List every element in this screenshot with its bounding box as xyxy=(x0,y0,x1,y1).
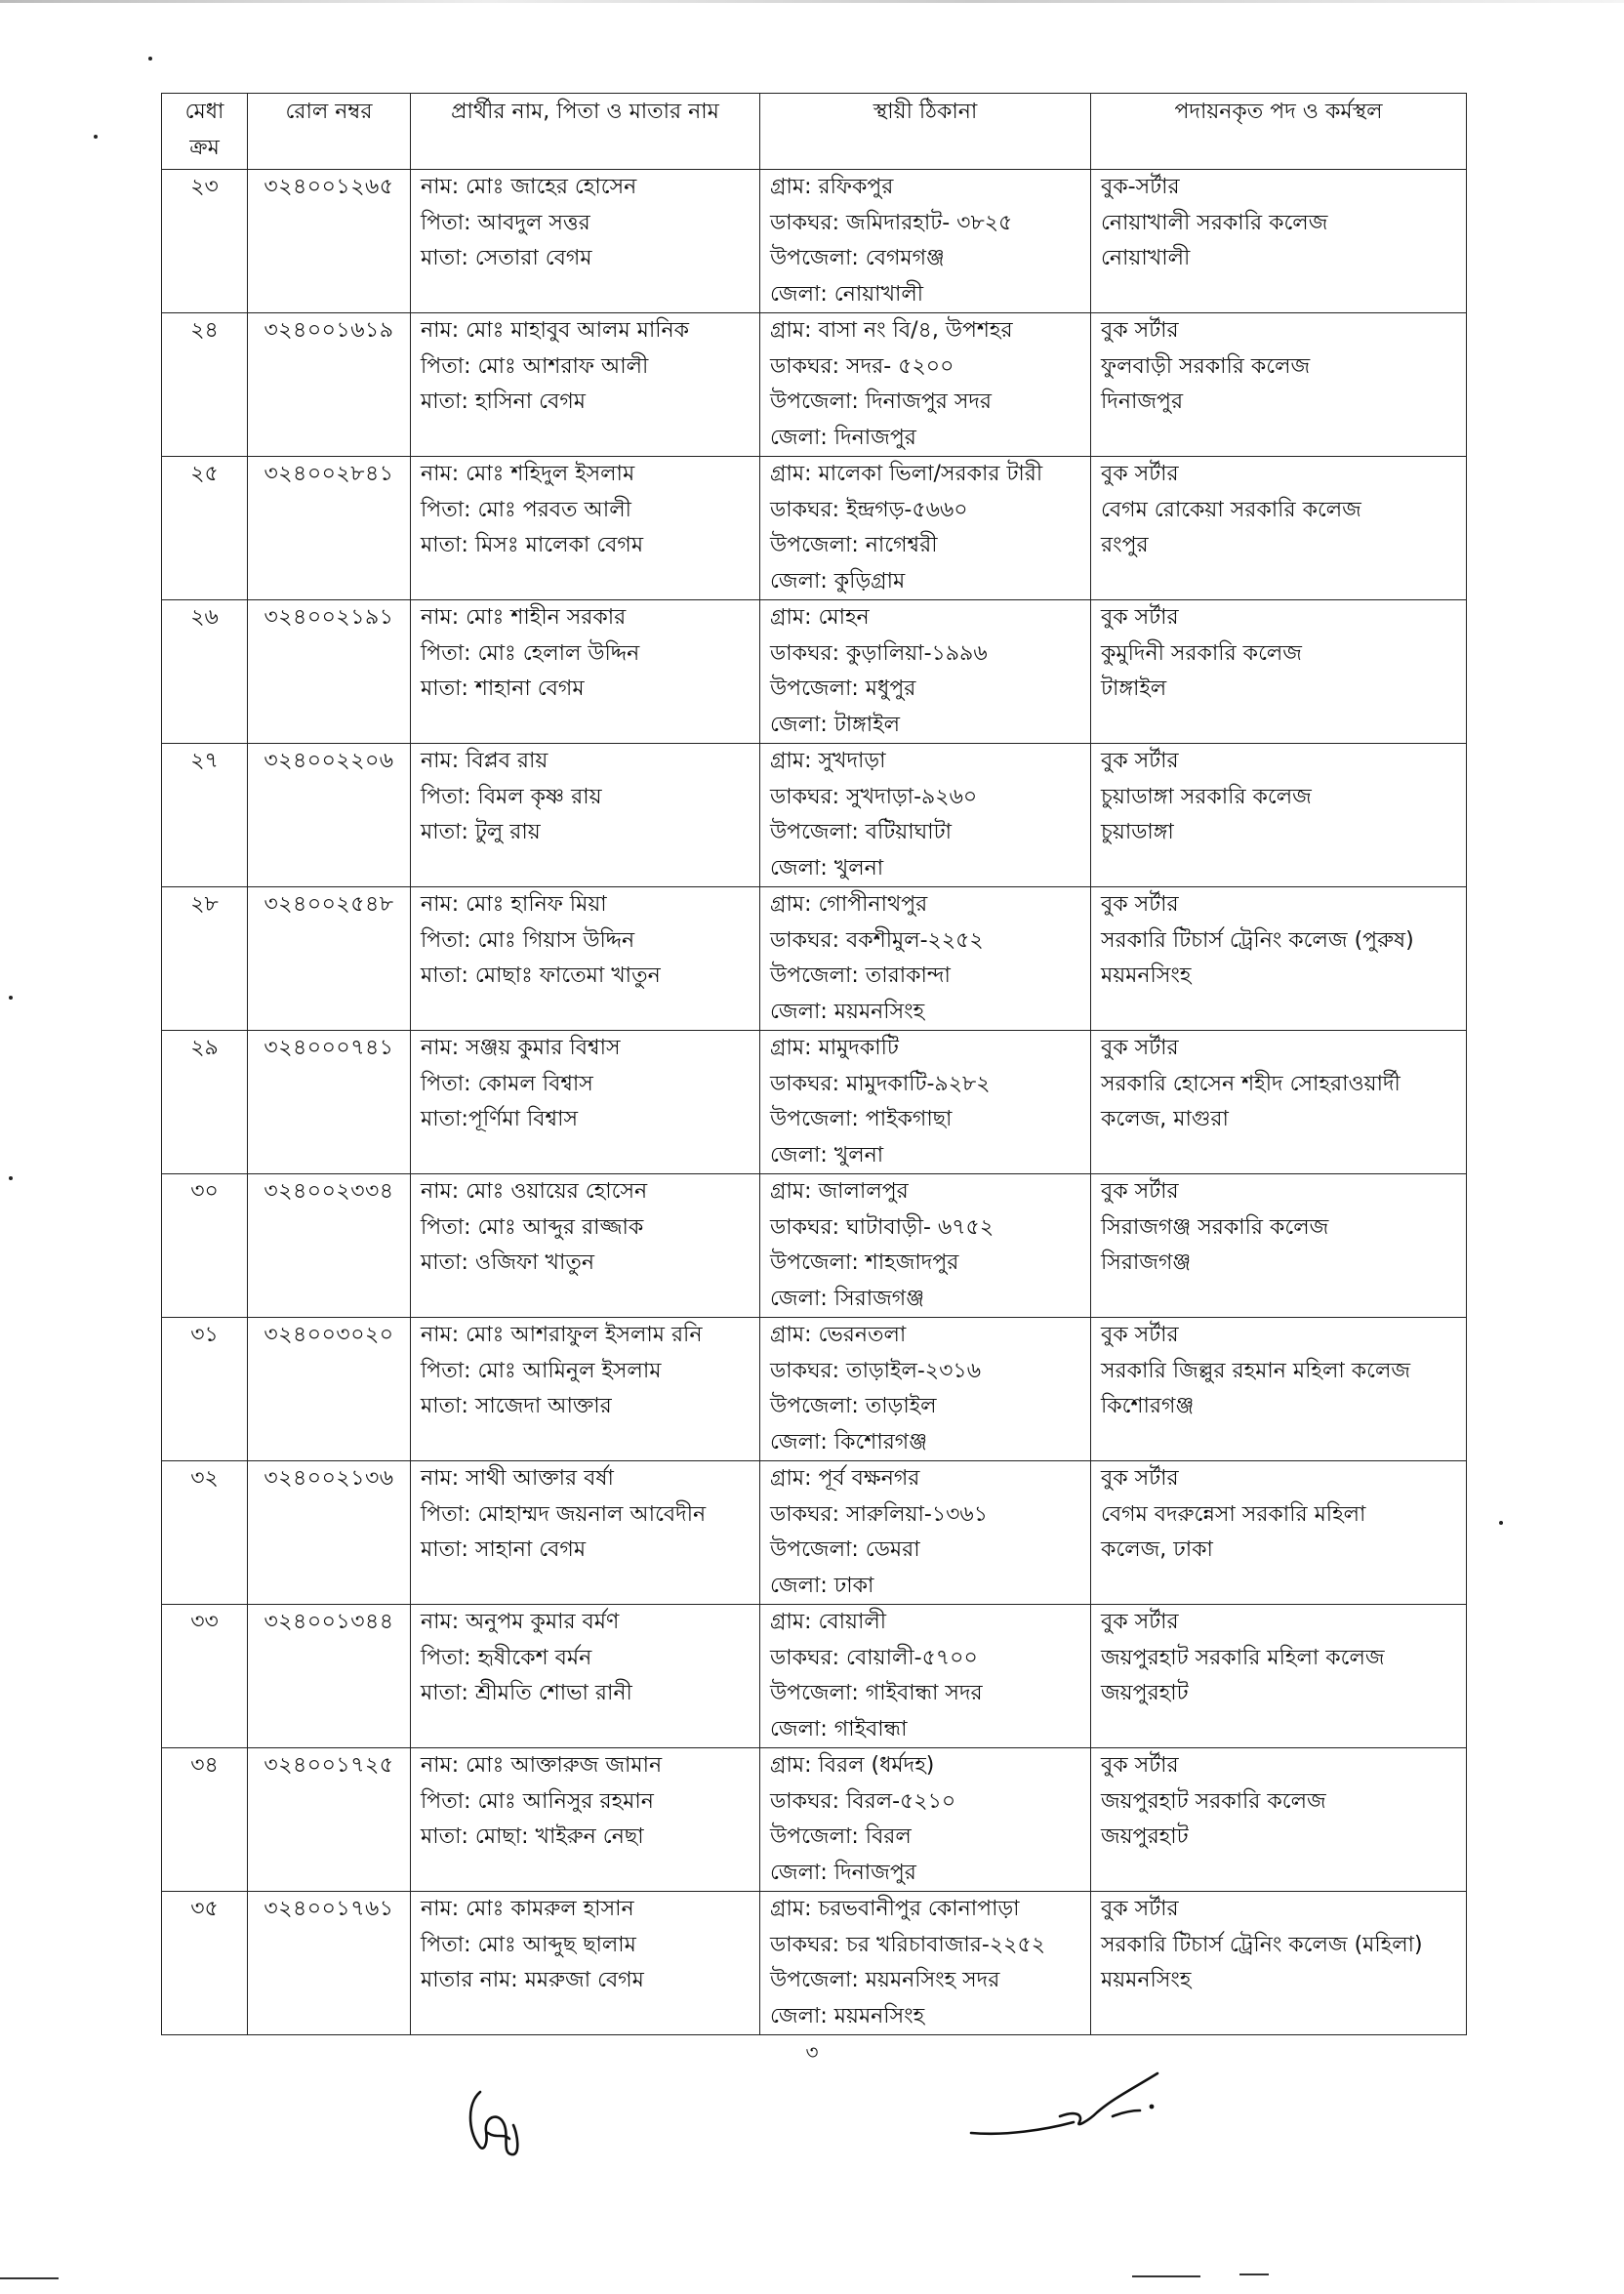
posting-line: জয়পুরহাট xyxy=(1101,1824,1189,1849)
header-posting xyxy=(1091,94,1467,170)
table-header-row xyxy=(162,94,1467,170)
posting-cell xyxy=(1091,887,1467,1031)
scan-edge xyxy=(0,0,1624,3)
header-roll-number xyxy=(248,94,411,170)
address-line: জেলা: টাঙ্গাইল xyxy=(770,712,900,737)
signature-left xyxy=(459,2074,547,2172)
address-line: উপজেলা: ময়মনসিংহ সদর xyxy=(770,1968,1000,1992)
roll-number: ৩২৪০০০৭৪১ xyxy=(264,1036,394,1060)
table-row xyxy=(162,170,1467,313)
roll-number: ৩২৪০০২১৯১ xyxy=(264,605,394,630)
merit-rank-cell xyxy=(162,1031,248,1174)
roll-number: ৩২৪০০১৭২৫ xyxy=(264,1753,394,1778)
posting-line: সিরাজগঞ্জ xyxy=(1101,1250,1192,1275)
address-cell xyxy=(760,600,1091,744)
scan-speck xyxy=(94,135,98,139)
posting-cell xyxy=(1091,1892,1467,2035)
posting-line: নোয়াখালী সরকারি কলেজ xyxy=(1101,210,1328,235)
address-line: গ্রাম: পূর্ব বক্ষনগর xyxy=(770,1466,920,1491)
name-line: মাতা: সেতারা বেগম xyxy=(421,246,592,270)
address-line: জেলা: কিশোরগঞ্জ xyxy=(770,1429,928,1454)
scan-speck xyxy=(1499,1521,1503,1525)
scan-speck xyxy=(9,996,13,1000)
address-line: গ্রাম: রফিকপুর xyxy=(770,175,894,199)
address-line: গ্রাম: মামুদকাটি xyxy=(770,1036,899,1060)
posting-line: বুক সর্টার xyxy=(1101,1179,1179,1204)
address-line: ডাকঘর: সদর- ৫২০০ xyxy=(770,353,954,379)
address-line: জেলা: খুলনা xyxy=(770,855,884,881)
address-line: জেলা: দিনাজপুর xyxy=(770,1860,916,1885)
candidate-names-cell xyxy=(411,170,760,313)
table-row xyxy=(162,600,1467,744)
header-merit-rank xyxy=(162,94,248,170)
address-line: ডাকঘর: বোয়ালী-৫৭০০ xyxy=(770,1645,978,1670)
roll-number-cell xyxy=(248,457,411,600)
header-text: স্থায়ী ঠিকানা xyxy=(873,100,978,124)
posting-line: কলেজ, মাগুরা xyxy=(1101,1107,1229,1131)
name-line: পিতা: মোঃ আনিসুর রহমান xyxy=(421,1788,654,1814)
address-cell xyxy=(760,1031,1091,1174)
posting-line: কলেজ, ঢাকা xyxy=(1101,1537,1213,1562)
roll-number-cell xyxy=(248,887,411,1031)
address-line: উপজেলা: ডেমরা xyxy=(770,1537,920,1562)
posting-line: সরকারি টিচার্স ট্রেনিং কলেজ (পুরুষ) xyxy=(1101,927,1414,953)
merit-rank: ৩৩ xyxy=(190,1610,219,1634)
roll-number: ৩২৪০০২৮৪১ xyxy=(264,462,394,486)
candidate-names-cell xyxy=(411,1605,760,1748)
address-cell xyxy=(760,887,1091,1031)
roll-number-cell xyxy=(248,1748,411,1892)
posting-cell xyxy=(1091,1318,1467,1461)
roll-number-cell xyxy=(248,1031,411,1174)
name-line: মাতা:পূর্ণিমা বিশ্বাস xyxy=(421,1107,579,1131)
header-text: মেধা xyxy=(184,100,224,124)
posting-cell xyxy=(1091,744,1467,887)
posting-line: কিশোরগঞ্জ xyxy=(1101,1394,1195,1418)
address-cell xyxy=(760,1318,1091,1461)
posting-line: সিরাজগঞ্জ সরকারি কলেজ xyxy=(1101,1214,1329,1240)
name-line: নাম: মোঃ শহিদুল ইসলাম xyxy=(421,462,635,486)
name-line: নাম: সাথী আক্তার বর্ষা xyxy=(421,1466,614,1491)
address-line: উপজেলা: দিনাজপুর সদর xyxy=(770,389,993,414)
candidate-names-cell xyxy=(411,1892,760,2035)
merit-rank: ২৮ xyxy=(190,892,219,917)
address-line: ডাকঘর: জমিদারহাট- ৩৮২৫ xyxy=(770,210,1013,235)
name-line: নাম: মোঃ জাহের হোসেন xyxy=(421,175,637,199)
address-line: জেলা: গাইবান্ধা xyxy=(770,1716,908,1741)
header-text: পদায়নকৃত পদ ও কর্মস্থল xyxy=(1174,100,1383,124)
address-line: ডাকঘর: সুখদাড়া-৯২৬০ xyxy=(770,784,978,809)
signature-right xyxy=(966,2060,1191,2148)
posting-line: বুক-সর্টার xyxy=(1101,175,1180,199)
candidate-names-cell xyxy=(411,600,760,744)
merit-rank: ৩৫ xyxy=(190,1897,219,1921)
address-line: গ্রাম: মালেকা ভিলা/সরকার টারী xyxy=(770,462,1043,486)
address-cell xyxy=(760,744,1091,887)
posting-cell xyxy=(1091,1031,1467,1174)
posting-line: টাঙ্গাইল xyxy=(1101,676,1167,701)
posting-line: বুক সর্টার xyxy=(1101,1466,1179,1491)
address-line: ডাকঘর: বকশীমুল-২২৫২ xyxy=(770,927,984,953)
roll-number-cell xyxy=(248,313,411,457)
posting-line: বুক সর্টার xyxy=(1101,1753,1179,1778)
posting-cell xyxy=(1091,1748,1467,1892)
posting-cell xyxy=(1091,457,1467,600)
candidate-names-cell xyxy=(411,1318,760,1461)
address-line: গ্রাম: গোপীনাথপুর xyxy=(770,892,928,917)
address-line: উপজেলা: বটিয়াঘাটা xyxy=(770,820,952,844)
address-line: উপজেলা: তাড়াইল xyxy=(770,1394,937,1418)
address-line: জেলা: দিনাজপুর xyxy=(770,425,916,450)
posting-line: বুক সর্টার xyxy=(1101,1897,1179,1921)
roll-number: ৩২৪০০২৩৩৪ xyxy=(264,1179,394,1204)
name-line: মাতা: হাসিনা বেগম xyxy=(421,389,586,414)
merit-rank: ২৫ xyxy=(190,462,219,486)
address-line: ডাকঘর: বিরল-৫২১০ xyxy=(770,1788,956,1814)
posting-line: বুক সর্টার xyxy=(1101,892,1179,917)
merit-rank-cell xyxy=(162,1174,248,1318)
name-line: পিতা: মোঃ আব্দুছ ছালাম xyxy=(421,1932,636,1957)
candidate-names-cell xyxy=(411,887,760,1031)
scan-speck xyxy=(9,1176,13,1180)
roll-number: ৩২৪০০২২০৬ xyxy=(264,749,394,773)
name-line: নাম: মোঃ হানিফ মিয়া xyxy=(421,892,607,917)
address-line: উপজেলা: তারাকান্দা xyxy=(770,963,951,988)
address-line: ডাকঘর: চর খরিচাবাজার-২২৫২ xyxy=(770,1932,1046,1957)
table-row xyxy=(162,1892,1467,2035)
merit-rank: ২৯ xyxy=(190,1036,219,1060)
merit-rank-cell xyxy=(162,744,248,887)
table-row xyxy=(162,1748,1467,1892)
merit-rank-cell xyxy=(162,600,248,744)
name-line: নাম: মোঃ শাহীন সরকার xyxy=(421,605,627,630)
candidate-names-cell xyxy=(411,313,760,457)
name-line: মাতা: শাহানা বেগম xyxy=(421,676,585,701)
name-line: মাতা: মোছাঃ ফাতেমা খাতুন xyxy=(421,963,661,988)
address-line: ডাকঘর: সারুলিয়া-১৩৬১ xyxy=(770,1501,988,1527)
address-line: গ্রাম: বাসা নং বি/৪, উপশহর xyxy=(770,318,1013,343)
posting-cell xyxy=(1091,313,1467,457)
merit-rank: ৩১ xyxy=(190,1323,219,1347)
name-line: নাম: মোঃ ওয়ায়ের হোসেন xyxy=(421,1179,648,1204)
merit-rank-cell xyxy=(162,1461,248,1605)
address-line: গ্রাম: মোহন xyxy=(770,605,870,630)
posting-line: বুক সর্টার xyxy=(1101,462,1179,486)
posting-line: সরকারি জিল্লুর রহমান মহিলা কলেজ xyxy=(1101,1358,1411,1383)
candidate-names-cell xyxy=(411,457,760,600)
address-cell xyxy=(760,1461,1091,1605)
header-text: ক্রম xyxy=(189,135,220,160)
posting-line: জয়পুরহাট সরকারি মহিলা কলেজ xyxy=(1101,1645,1385,1670)
name-line: পিতা: মোঃ পরবত আলী xyxy=(421,497,631,522)
roll-number-cell xyxy=(248,170,411,313)
posting-line: বেগম রোকেয়া সরকারি কলেজ xyxy=(1101,497,1361,522)
roll-number: ৩২৪০০১৭৬১ xyxy=(264,1897,394,1921)
posting-line: বুক সর্টার xyxy=(1101,1036,1179,1060)
address-line: জেলা: ময়মনসিংহ xyxy=(770,2003,925,2028)
name-line: মাতা: সাহানা বেগম xyxy=(421,1537,587,1562)
address-line: উপজেলা: গাইবান্ধা সদর xyxy=(770,1681,983,1705)
posting-line: নোয়াখালী xyxy=(1101,246,1191,270)
address-line: ডাকঘর: তাড়াইল-২৩১৬ xyxy=(770,1358,981,1383)
posting-cell xyxy=(1091,1174,1467,1318)
merit-rank-cell xyxy=(162,313,248,457)
roll-number: ৩২৪০০১৬১৯ xyxy=(264,318,394,343)
candidate-names-cell xyxy=(411,744,760,887)
posting-line: বুক সর্টার xyxy=(1101,749,1179,773)
roll-number-cell xyxy=(248,1318,411,1461)
posting-line: জয়পুরহাট xyxy=(1101,1681,1189,1705)
name-line: মাতা: শ্রীমতি শোভা রানী xyxy=(421,1681,632,1705)
address-cell xyxy=(760,1748,1091,1892)
posting-line: জয়পুরহাট সরকারি কলেজ xyxy=(1101,1788,1326,1814)
posting-cell xyxy=(1091,1461,1467,1605)
table-row xyxy=(162,744,1467,887)
merit-rank: ৩২ xyxy=(190,1466,219,1491)
address-line: উপজেলা: পাইকগাছা xyxy=(770,1107,953,1131)
roll-number-cell xyxy=(248,1892,411,2035)
merit-rank-cell xyxy=(162,887,248,1031)
address-line: উপজেলা: শাহজাদপুর xyxy=(770,1250,959,1275)
address-cell xyxy=(760,170,1091,313)
posting-line: বেগম বদরুন্নেসা সরকারি মহিলা xyxy=(1101,1501,1366,1527)
posting-line: সরকারি টিচার্স ট্রেনিং কলেজ (মহিলা) xyxy=(1101,1932,1423,1957)
address-line: ডাকঘর: কুড়ালিয়া-১৯৯৬ xyxy=(770,640,988,666)
name-line: নাম: মোঃ আক্তারুজ জামান xyxy=(421,1753,663,1778)
posting-line: কুমুদিনী সরকারি কলেজ xyxy=(1101,640,1302,666)
name-line: পিতা: মোঃ আব্দুর রাজ্জাক xyxy=(421,1214,644,1240)
name-line: মাতার নাম: মমরুজা বেগম xyxy=(421,1968,644,1992)
candidate-names-cell xyxy=(411,1748,760,1892)
name-line: মাতা: সাজেদা আক্তার xyxy=(421,1394,612,1418)
posting-line: ফুলবাড়ী সরকারি কলেজ xyxy=(1101,353,1311,379)
scan-speck xyxy=(148,57,152,61)
merit-rank-cell xyxy=(162,1605,248,1748)
name-line: পিতা: মোঃ হেলাল উদ্দিন xyxy=(421,640,640,666)
address-line: জেলা: সিরাজগঞ্জ xyxy=(770,1286,924,1311)
address-line: গ্রাম: চরভবানীপুর কোনাপাড়া xyxy=(770,1897,1020,1921)
posting-line: ময়মনসিংহ xyxy=(1101,963,1192,988)
name-line: পিতা: মোহাম্মদ জয়নাল আবেদীন xyxy=(421,1501,707,1527)
address-line: গ্রাম: বিরল (ধর্মদহ) xyxy=(770,1753,935,1778)
posting-line: রংপুর xyxy=(1101,533,1149,557)
merit-rank-cell xyxy=(162,1318,248,1461)
name-line: পিতা: কোমল বিশ্বাস xyxy=(421,1071,593,1096)
roll-number: ৩২৪০০১৩৪৪ xyxy=(264,1610,394,1634)
header-text: রোল নম্বর xyxy=(285,100,373,124)
table-row xyxy=(162,1318,1467,1461)
address-line: গ্রাম: ভেরনতলা xyxy=(770,1323,907,1347)
address-line: জেলা: নোয়াখালী xyxy=(770,281,924,307)
posting-line: বুক সর্টার xyxy=(1101,1323,1179,1347)
merit-rank-cell xyxy=(162,170,248,313)
name-line: পিতা: হৃষীকেশ বর্মন xyxy=(421,1645,592,1670)
table-row xyxy=(162,1174,1467,1318)
merit-rank: ৩৪ xyxy=(190,1753,219,1778)
name-line: মাতা: টুলু রায় xyxy=(421,820,541,844)
candidate-names-cell xyxy=(411,1174,760,1318)
address-line: গ্রাম: সুখদাড়া xyxy=(770,749,886,773)
address-line: ডাকঘর: মামুদকাটি-৯২৮২ xyxy=(770,1071,991,1096)
table-row xyxy=(162,313,1467,457)
posting-line: বুক সর্টার xyxy=(1101,318,1179,343)
posting-line: চুয়াডাঙ্গা xyxy=(1101,820,1174,844)
table-row xyxy=(162,1031,1467,1174)
address-line: উপজেলা: মধুপুর xyxy=(770,676,916,701)
posting-cell xyxy=(1091,170,1467,313)
name-line: পিতা: বিমল কৃষ্ণ রায় xyxy=(421,784,602,809)
address-line: জেলা: খুলনা xyxy=(770,1142,884,1167)
posting-line: বুক সর্টার xyxy=(1101,1610,1179,1634)
header-candidate-name xyxy=(411,94,760,170)
address-line: জেলা: কুড়িগ্রাম xyxy=(770,568,906,594)
name-line: মাতা: মিসঃ মালেকা বেগম xyxy=(421,533,644,557)
header-permanent-address xyxy=(760,94,1091,170)
name-line: পিতা: মোঃ আমিনুল ইসলাম xyxy=(421,1358,662,1383)
posting-line: চুয়াডাঙ্গা সরকারি কলেজ xyxy=(1101,784,1312,809)
address-line: জেলা: ঢাকা xyxy=(770,1573,874,1598)
roll-number-cell xyxy=(248,600,411,744)
name-line: নাম: অনুপম কুমার বর্মণ xyxy=(421,1610,620,1634)
scan-bottom-edge xyxy=(0,2265,1624,2288)
merit-rank-cell xyxy=(162,1892,248,2035)
posting-cell xyxy=(1091,600,1467,744)
address-line: গ্রাম: জালালপুর xyxy=(770,1179,909,1204)
candidate-names-cell xyxy=(411,1031,760,1174)
address-line: উপজেলা: বেগমগঞ্জ xyxy=(770,246,945,270)
name-line: নাম: মোঃ মাহাবুব আলম মানিক xyxy=(421,318,690,343)
address-line: গ্রাম: বোয়ালী xyxy=(770,1610,887,1634)
address-line: ডাকঘর: ইন্দ্রগড়-৫৬৬০ xyxy=(770,497,968,522)
posting-line: সরকারি হোসেন শহীদ সোহরাওয়ার্দী xyxy=(1101,1071,1401,1096)
address-line: জেলা: ময়মনসিংহ xyxy=(770,999,925,1024)
address-line: উপজেলা: বিরল xyxy=(770,1824,912,1849)
page-number: ৩ xyxy=(805,2040,819,2064)
table-row xyxy=(162,1461,1467,1605)
merit-rank: ২৭ xyxy=(190,749,219,773)
roll-number-cell xyxy=(248,1461,411,1605)
merit-rank-cell xyxy=(162,457,248,600)
posting-line: বুক সর্টার xyxy=(1101,605,1179,630)
table-row xyxy=(162,457,1467,600)
address-cell xyxy=(760,1174,1091,1318)
name-line: মাতা: মোছা: খাইরুন নেছা xyxy=(421,1824,644,1849)
merit-rank: ৩০ xyxy=(190,1179,219,1204)
merit-rank: ২৬ xyxy=(190,605,219,630)
address-cell xyxy=(760,1605,1091,1748)
merit-rank: ২৪ xyxy=(190,318,219,343)
roll-number-cell xyxy=(248,1605,411,1748)
merit-rank-cell xyxy=(162,1748,248,1892)
address-line: ডাকঘর: ঘাটাবাড়ী- ৬৭৫২ xyxy=(770,1214,995,1240)
name-line: পিতা: মোঃ আশরাফ আলী xyxy=(421,353,649,379)
address-line: উপজেলা: নাগেশ্বরী xyxy=(770,533,938,557)
roll-number: ৩২৪০০২৫৪৮ xyxy=(264,892,394,917)
roll-number: ৩২৪০০৩০২০ xyxy=(264,1323,394,1347)
table-row xyxy=(162,887,1467,1031)
header-text: প্রার্থীর নাম, পিতা ও মাতার নাম xyxy=(451,100,719,124)
posting-line: ময়মনসিংহ xyxy=(1101,1968,1192,1992)
merit-rank: ২৩ xyxy=(190,175,219,199)
posting-cell xyxy=(1091,1605,1467,1748)
roll-number: ৩২৪০০১২৬৫ xyxy=(264,175,394,199)
address-cell xyxy=(760,1892,1091,2035)
roll-number: ৩২৪০০২১৩৬ xyxy=(264,1466,394,1491)
results-table xyxy=(161,93,1467,2035)
address-cell xyxy=(760,457,1091,600)
candidate-names-cell xyxy=(411,1461,760,1605)
roll-number-cell xyxy=(248,1174,411,1318)
name-line: মাতা: ওজিফা খাতুন xyxy=(421,1250,594,1275)
name-line: পিতা: মোঃ গিয়াস উদ্দিন xyxy=(421,927,635,953)
posting-line: দিনাজপুর xyxy=(1101,389,1184,414)
roll-number-cell xyxy=(248,744,411,887)
name-line: নাম: বিপ্লব রায় xyxy=(421,749,548,773)
table-row xyxy=(162,1605,1467,1748)
name-line: নাম: মোঃ আশরাফুল ইসলাম রনি xyxy=(421,1323,703,1347)
address-cell xyxy=(760,313,1091,457)
name-line: পিতা: আবদুল সত্তর xyxy=(421,210,590,235)
name-line: নাম: মোঃ কামরুল হাসান xyxy=(421,1897,634,1921)
name-line: নাম: সঞ্জয় কুমার বিশ্বাস xyxy=(421,1036,621,1060)
